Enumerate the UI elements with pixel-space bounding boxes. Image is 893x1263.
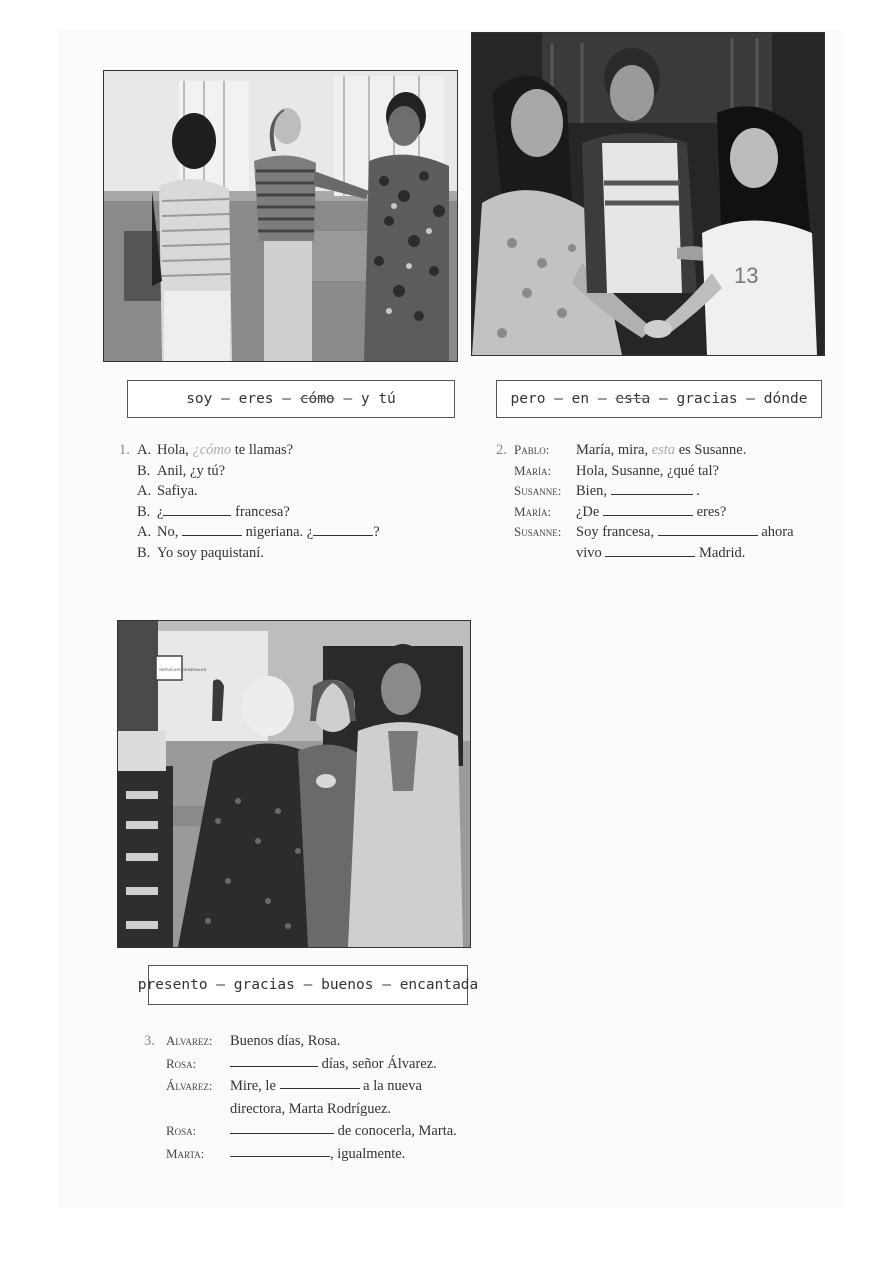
line-text: francesa?	[231, 503, 290, 520]
word-separator: –	[373, 977, 400, 993]
word-bank-2-word: dónde	[763, 391, 808, 407]
word-separator: –	[294, 977, 322, 993]
line-text: Yo soy paquistaní.	[157, 544, 264, 561]
answer-blank[interactable]	[658, 522, 758, 536]
example-answer: ¿cómo	[192, 442, 232, 458]
speaker: Pablo:	[514, 442, 550, 457]
line-text: María, mira,	[576, 442, 652, 458]
dialogue-line	[144, 1075, 457, 1098]
line-text: Hola, Susanne, ¿qué tal?	[576, 462, 719, 479]
line-text: directora, Marta Rodríguez.	[230, 1100, 392, 1117]
speaker: María:	[514, 503, 552, 519]
answer-blank[interactable]	[230, 1053, 318, 1067]
speaker	[166, 1098, 230, 1121]
svg-text:13: 13	[734, 263, 759, 288]
photo-2-handshake	[471, 32, 825, 356]
exercise-3	[144, 1030, 457, 1165]
speaker: María:	[514, 462, 552, 478]
line-text: es Susanne.	[675, 442, 747, 458]
example-answer: esta	[651, 442, 676, 458]
dialogue-line	[496, 440, 794, 461]
word-bank-3	[137, 965, 479, 1005]
line-text: , igualmente.	[330, 1145, 406, 1162]
speaker: B.	[137, 503, 151, 520]
speaker: Susanne:	[514, 524, 562, 539]
dialogue-line	[144, 1053, 457, 1076]
answer-blank[interactable]	[182, 522, 242, 536]
line-text: ¿	[157, 503, 164, 520]
dialogue-line	[119, 522, 380, 543]
word-bank-3-word: gracias	[233, 977, 295, 993]
answer-blank[interactable]	[313, 522, 373, 536]
speaker: A.	[137, 483, 152, 499]
word-bank-1-word: eres	[238, 391, 274, 407]
speaker: Marta:	[166, 1145, 205, 1161]
dialogue-line	[144, 1120, 457, 1143]
photo-1-classroom-greeting	[103, 70, 458, 362]
speaker: Susanne:	[514, 483, 562, 498]
word-bank-2-word: pero	[510, 391, 546, 407]
line-text: Madrid.	[695, 544, 746, 561]
word-bank-2-word: en	[571, 391, 590, 407]
word-bank-3-word: buenos	[321, 977, 374, 993]
answer-blank[interactable]	[603, 502, 693, 516]
dialogue-line	[119, 481, 380, 502]
word-separator: –	[212, 391, 239, 407]
wall-sign-text: SERVICIOS GENERALES	[159, 667, 207, 672]
line-text: eres?	[692, 503, 727, 520]
answer-blank[interactable]	[230, 1143, 330, 1157]
dialogue-line	[496, 502, 794, 523]
dialogue-line	[496, 543, 794, 564]
dialogue-line	[144, 1143, 457, 1166]
dialogue-line	[144, 1098, 457, 1121]
speaker: A.	[137, 524, 152, 540]
word-separator: –	[589, 391, 616, 407]
dialogue-line	[119, 543, 380, 564]
exercise-2	[496, 440, 794, 563]
dialogue-line	[119, 461, 380, 482]
word-separator: –	[650, 391, 677, 407]
word-bank-1	[127, 380, 455, 418]
word-bank-1-word-used: cómo	[299, 391, 335, 407]
word-bank-3-word: encantada	[399, 977, 479, 993]
word-bank-3-word: presento	[137, 977, 208, 993]
word-bank-1-word: soy	[186, 391, 213, 407]
dialogue-line	[144, 1030, 457, 1053]
answer-blank[interactable]	[280, 1075, 360, 1089]
line-text: días, señor Álvarez.	[318, 1055, 437, 1072]
line-text: Anil, ¿y tú?	[157, 462, 226, 479]
answer-blank[interactable]	[230, 1120, 334, 1134]
word-separator: –	[545, 391, 572, 407]
line-text: Hola,	[157, 442, 193, 458]
dialogue-line	[496, 481, 794, 502]
word-separator: –	[737, 391, 764, 407]
exercise-1	[119, 440, 380, 563]
speaker: A.	[137, 442, 152, 458]
exercise-number: 1.	[119, 442, 130, 458]
speaker	[514, 543, 576, 564]
dialogue-line	[496, 522, 794, 543]
answer-blank[interactable]	[163, 502, 231, 516]
line-text: Bien,	[576, 483, 611, 499]
speaker: Rosa:	[166, 1123, 197, 1138]
line-text: Buenos días, Rosa.	[230, 1033, 341, 1049]
line-text: ahora	[757, 524, 794, 540]
answer-blank[interactable]	[605, 543, 695, 557]
line-text: vivo	[576, 544, 606, 561]
line-text: nigeriana. ¿	[241, 524, 314, 540]
answer-blank[interactable]	[611, 481, 693, 495]
speaker: Alvarez:	[166, 1033, 213, 1048]
photo-3-office-greeting	[117, 620, 471, 948]
word-bank-2	[496, 380, 822, 418]
line-text: te llamas?	[231, 442, 294, 458]
dialogue-line	[496, 461, 794, 482]
speaker: Álvarez:	[166, 1078, 213, 1093]
word-separator: –	[207, 977, 234, 993]
exercise-number: 3.	[144, 1033, 155, 1049]
exercise-number: 2.	[496, 442, 507, 458]
speaker: B.	[137, 462, 151, 479]
speaker: Rosa:	[166, 1055, 197, 1071]
dialogue-line	[119, 440, 380, 461]
line-text: No,	[157, 524, 182, 540]
line-text: a la nueva	[359, 1078, 422, 1094]
speaker: B.	[137, 544, 151, 561]
line-text: Mire, le	[230, 1078, 280, 1094]
word-separator: –	[334, 391, 361, 407]
word-bank-2-word-used: esta	[615, 391, 651, 407]
word-bank-2-word: gracias	[676, 391, 738, 407]
line-text: ?	[373, 524, 380, 540]
line-text: de conocerla, Marta.	[334, 1123, 457, 1139]
dialogue-line	[119, 502, 380, 523]
word-separator: –	[273, 391, 300, 407]
line-text: Soy francesa,	[576, 524, 658, 540]
line-text: ¿De	[576, 503, 603, 520]
word-bank-1-word: y tú	[360, 391, 396, 407]
line-text: Safiya.	[157, 483, 198, 499]
line-text: .	[692, 483, 700, 499]
